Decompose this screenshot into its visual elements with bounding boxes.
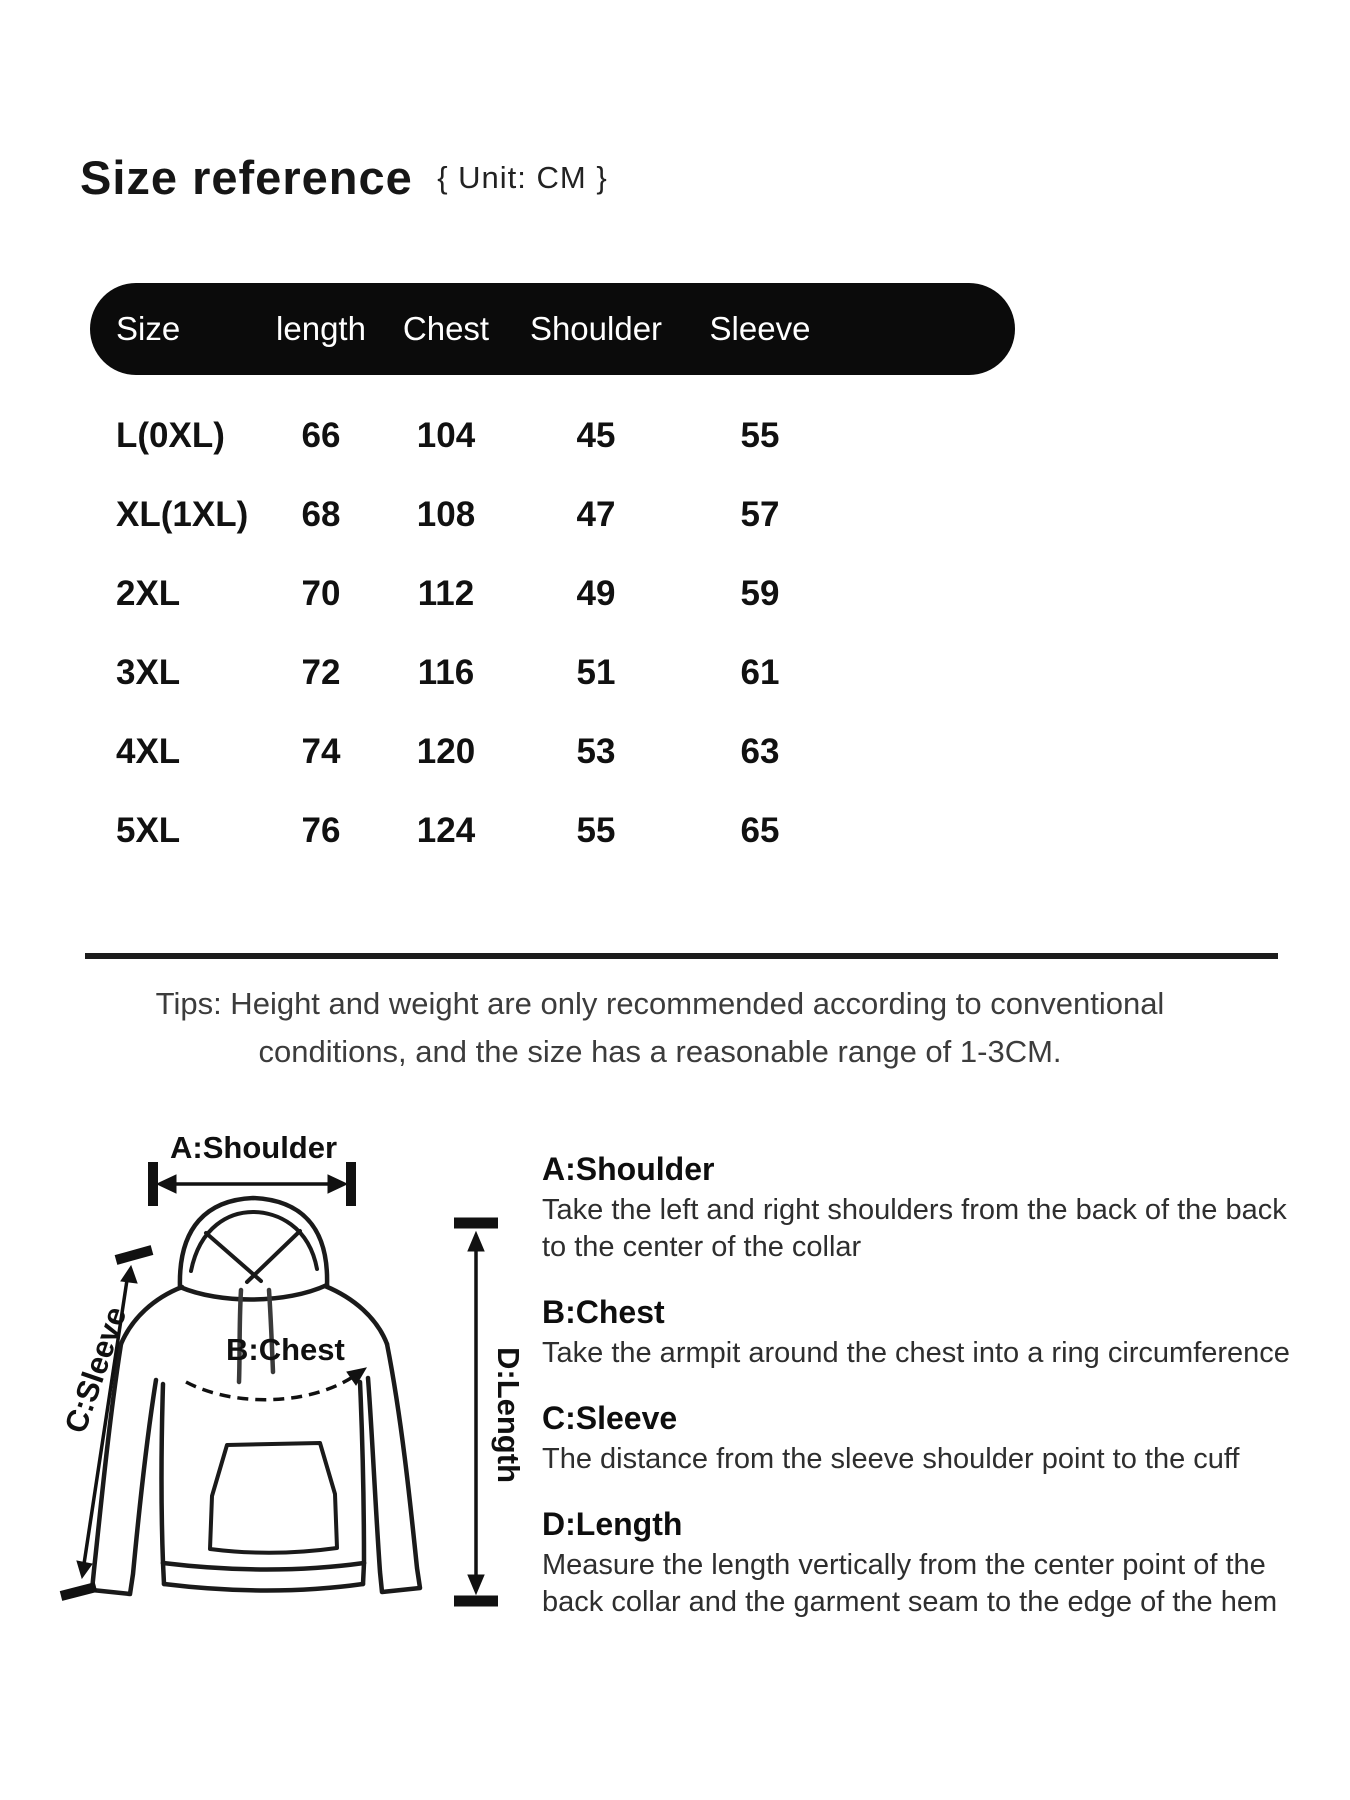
unit-note: { Unit: CM } bbox=[437, 160, 608, 195]
guide-heading: B:Chest bbox=[542, 1294, 665, 1330]
length-cell: 76 bbox=[301, 810, 341, 850]
size-cell: 4XL bbox=[116, 731, 181, 771]
guide-text: The distance from the sleeve shoulder point to the cuff bbox=[542, 1443, 1240, 1475]
measure-guide bbox=[542, 1150, 1350, 1648]
column-header-length: length bbox=[276, 310, 366, 347]
guide-item-chest bbox=[542, 1293, 1350, 1372]
guide-item-sleeve bbox=[542, 1399, 1350, 1478]
column-header-sleeve: Sleeve bbox=[709, 310, 811, 347]
table-row bbox=[90, 396, 1015, 475]
tips-line-1: Tips: Height and weight are only recommended according to conventional bbox=[155, 986, 1165, 1021]
table-row bbox=[90, 475, 1015, 554]
column-header-chest: Chest bbox=[402, 310, 490, 347]
guide-heading: C:Sleeve bbox=[542, 1400, 678, 1436]
sleeve-cell: 55 bbox=[740, 415, 780, 455]
guide-item-shoulder bbox=[542, 1150, 1350, 1266]
guide-heading: D:Length bbox=[542, 1506, 683, 1542]
guide-text: Measure the length vertically from the center point of the back collar and the garment seam to the edge of the hem bbox=[542, 1549, 1278, 1618]
size-cell: XL(1XL) bbox=[116, 494, 249, 534]
chest-cell: 104 bbox=[416, 415, 476, 455]
tips-line-2: conditions, and the size has a reasonable range of 1-3CM. bbox=[258, 1034, 1062, 1070]
sleeve-cell: 59 bbox=[740, 573, 780, 613]
table-row bbox=[90, 554, 1015, 633]
column-header-shoulder: Shoulder bbox=[529, 310, 663, 347]
shoulder-cell: 55 bbox=[576, 810, 616, 850]
chest-cell: 108 bbox=[416, 494, 476, 534]
length-cell: 74 bbox=[301, 731, 341, 771]
table-row bbox=[90, 791, 1015, 870]
chest-measure-line bbox=[186, 1368, 366, 1400]
size-table-body bbox=[90, 396, 1015, 870]
diagram-label-length: D:Length bbox=[491, 1346, 526, 1484]
guide-heading: A:Shoulder bbox=[542, 1151, 715, 1187]
size-table-header bbox=[90, 283, 1015, 375]
sleeve-cell: 63 bbox=[740, 731, 780, 771]
diagram-label-sleeve: C:Sleeve bbox=[57, 1302, 134, 1438]
guide-item-length bbox=[542, 1505, 1350, 1621]
shoulder-cell: 45 bbox=[576, 415, 616, 455]
guide-text: Take the armpit around the chest into a ring circumference bbox=[542, 1337, 1290, 1369]
diagram-label-chest: B:Chest bbox=[226, 1332, 345, 1367]
column-header-size: Size bbox=[116, 310, 181, 347]
length-cell: 70 bbox=[301, 573, 341, 613]
length-cell: 66 bbox=[301, 415, 341, 455]
sleeve-cell: 65 bbox=[740, 810, 780, 850]
shoulder-cell: 49 bbox=[576, 573, 616, 613]
length-cell: 72 bbox=[301, 652, 341, 692]
chest-cell: 112 bbox=[417, 573, 475, 613]
sleeve-cell: 57 bbox=[740, 494, 780, 534]
diagram-label-shoulder: A:Shoulder bbox=[170, 1130, 338, 1165]
shoulder-cell: 51 bbox=[576, 652, 616, 692]
size-cell: 3XL bbox=[116, 652, 181, 692]
size-cell: 5XL bbox=[116, 810, 181, 850]
pocket-outline bbox=[210, 1443, 337, 1553]
shoulder-cell: 47 bbox=[576, 494, 616, 534]
sleeve-cell: 61 bbox=[740, 652, 780, 692]
table-row bbox=[90, 712, 1015, 791]
chest-cell: 120 bbox=[416, 731, 476, 771]
chest-cell: 116 bbox=[417, 652, 475, 692]
size-cell: 2XL bbox=[116, 573, 181, 613]
page-title: Size reference bbox=[80, 151, 413, 204]
tips-text bbox=[115, 980, 1205, 1076]
page-title-row bbox=[80, 150, 608, 205]
shoulder-cell: 53 bbox=[576, 731, 616, 771]
chest-cell: 124 bbox=[416, 810, 476, 850]
length-cell: 68 bbox=[301, 494, 341, 534]
table-row bbox=[90, 633, 1015, 712]
size-cell: L(0XL) bbox=[116, 415, 225, 455]
guide-text: Take the left and right shoulders from the back of the back to the center of the collar bbox=[542, 1194, 1287, 1263]
size-table bbox=[90, 283, 1015, 870]
section-divider bbox=[85, 953, 1278, 959]
